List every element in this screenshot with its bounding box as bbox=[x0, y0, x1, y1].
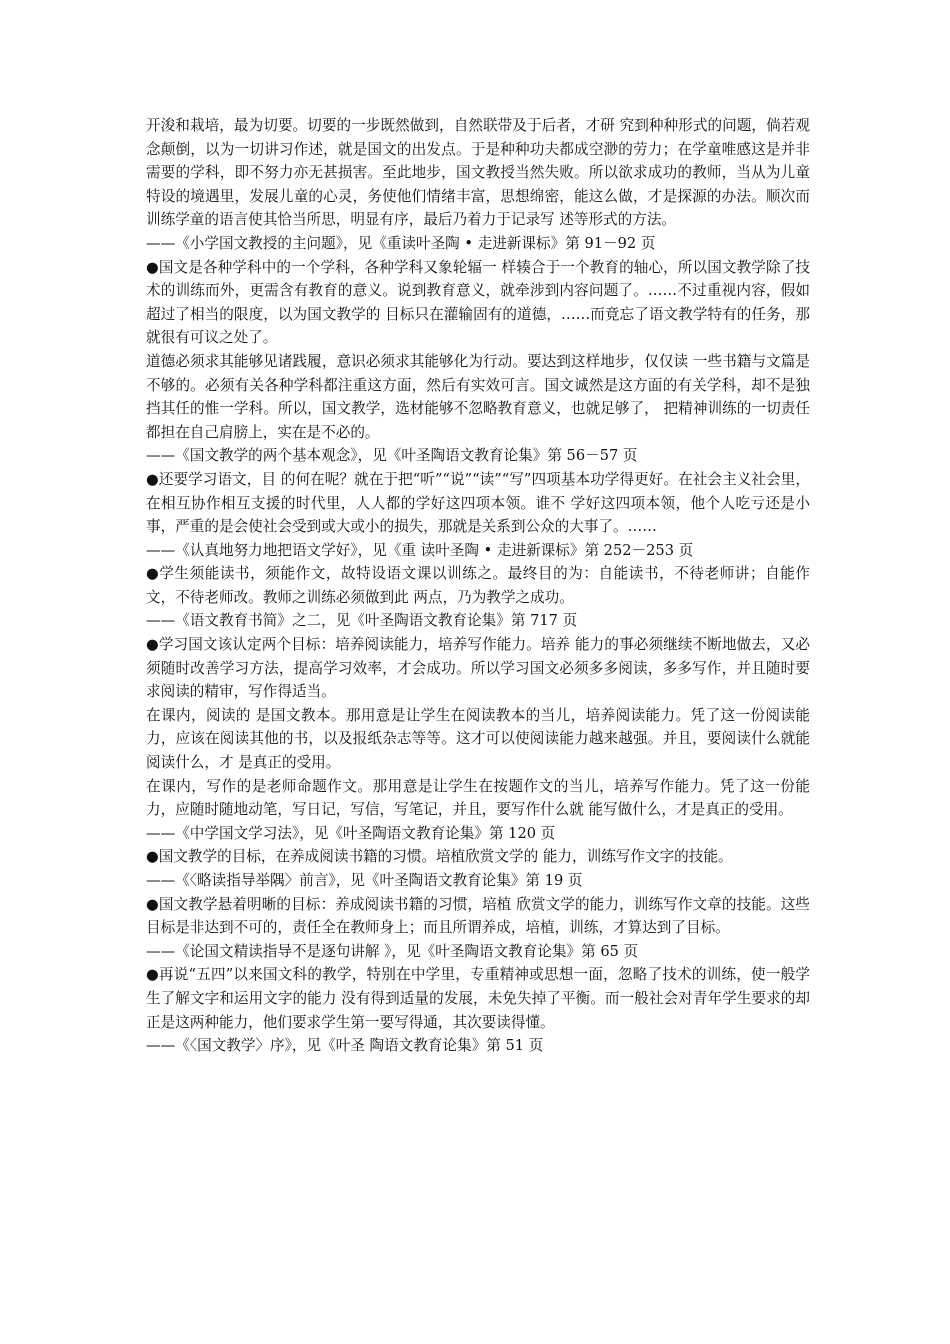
bullet-paragraph: ●学习国文该认定两个目标：培养阅读能力，培养写作能力。培养 能力的事必须继续不断地做去，又必须随时改善学习方法，提高学习效率，才会成功。所以学习国文必须多多阅读，多多写作，并且随时要求阅读的精审，写作得适当。 bbox=[146, 636, 810, 701]
paragraph: 开浚和栽培，最为切要。切要的一步既然做到，自然联带及于后者，才研 究到种种形式的问题，倘若观念颠倒，以为一切讲习作述，就是国文的出发点。于是种种功夫都成空渺的劳力；在学童唯感这是并非需要的学科，即不努力亦无甚损害。至此地步，国文教授当然失败。所以欲求成功的教师，当从为儿童特设的境遇里，发展儿童的心灵，务使他们情绪丰富，思想绵密，能这么做，才是探源的办法。顺次而训练学童的语言使其恰当所思，明显有序，最后乃着力于记录写 述等形式的方法。 bbox=[146, 117, 810, 229]
paragraph: 在课内，写作的是老师命题作文。那用意是让学生在按题作文的当儿，培养写作能力。凭了这一份能力，应随时随地动笔，写日记，写信，写笔记，并且，要写作什么就 能写做什么，才是真正的受用。 bbox=[146, 777, 810, 819]
paragraph: 道德必须求其能够见诸践履，意识必须求其能够化为行动。要达到这样地步，仅仅读 一些书籍与文篇是不够的。必须有关各种学科都注重这方面，然后有实效可言。国文诚然是这方面的有关学科，却不是独挡其任的惟一学科。所以，国文教学，选材能够不忽略教育意义，也就足够了， 把精神训练的一切责任都担在自己肩膀上，实在是不必的。 bbox=[146, 352, 810, 441]
citation: ——《论国文精读指导不是逐句讲解 》，见《叶圣陶语文教育论集》第 65 页 bbox=[146, 942, 639, 960]
bullet-paragraph: ●还要学习语文，目 的何在呢？就在于把“听”“说”“读”“写”四项基本功学得更好。在社会主义社会里，在相互协作相互支援的时代里，人人都的学好这四项本领。谁不 学好这四项本领，他个人吃亏还是小事，严重的是会使社会受到或大或小的损失，那就是关系到公众的大事了。…… bbox=[146, 470, 810, 536]
citation: ——《语文教育书简》之二，见《叶圣陶语文教育论集》第 717 页 bbox=[146, 612, 578, 630]
bullet-paragraph: ●国文是各种学科中的一个学科，各种学科又象轮辐一 样辏合于一个教育的轴心，所以国文教学除了技术的训练而外，更需含有教育的意义。说到教育意义，就牵涉到内容问题了。……不过重视内容，假如超过了相当的限度，以为国文教学的 目标只在灌输固有的道德，……而竟忘了语文教学特有的任务，那就很有可议之处了。 bbox=[146, 258, 810, 347]
bullet-paragraph: ●国文教学悬着明晰的目标：养成阅读书籍的习惯，培植 欣赏文学的能力，训练写作文章的技能。这些目标是非达到不可的，责任全在教师身上；而且所谓养成，培植，训练，才算达到了目标。 bbox=[146, 895, 810, 937]
citation: ——《〈国文教学〉序》，见《叶圣 陶语文教育论集》第 51 页 bbox=[146, 1037, 544, 1055]
paragraph: 在课内，阅读的 是国文教本。那用意是让学生在阅读教本的当儿，培养阅读能力。凭了这一份阅读能力，应该在阅读其他的书，以及报纸杂志等等。这才可以使阅读能力越来越强。并且，要阅读什么就能阅读什么，才 是真正的受用。 bbox=[146, 706, 810, 772]
bullet-paragraph: ●再说“五四”以来国文科的教学，特别在中学里，专重精神或思想一面，忽略了技术的训练，使一般学生了解文字和运用文字的能力 没有得到适量的发展，未免失掉了平衡。而一般社会对青年学生要求的却正是这两种能力，他们要求学生第一要写得通，其次要读得懂。 bbox=[146, 966, 810, 1031]
citation: ——《〈略读指导举隅〉前言》，见《叶圣陶语文教育论集》第 19 页 bbox=[146, 872, 583, 889]
bullet-paragraph: ●国文教学的目标，在养成阅读书籍的习惯。培植欣赏文学的 能力，训练写作文字的技能。 bbox=[146, 848, 733, 866]
citation: ——《国文教学的两个基本观念》，见《叶圣陶语文教育论集》第 56－57 页 bbox=[146, 447, 638, 465]
citation: ——《小学国文教授的主问题》，见《重读叶圣陶 • 走进新课标》第 91－92 页 bbox=[146, 234, 656, 252]
bullet-paragraph: ●学生须能读书，须能作文，故特设语文课以训练之。最终目的为：自能读书，不待老师讲；自能作文，不待老师改。教师之训练必须做到此 两点，乃为教学之成功。 bbox=[146, 565, 810, 606]
document-body bbox=[146, 114, 810, 1058]
citation: ——《中学国文学习法》，见《叶圣陶语文教育论集》第 120 页 bbox=[146, 824, 556, 842]
citation: ——《认真地努力地把语文学好》，见《重 读叶圣陶 • 走进新课标》第 252－253 页 bbox=[146, 541, 694, 559]
